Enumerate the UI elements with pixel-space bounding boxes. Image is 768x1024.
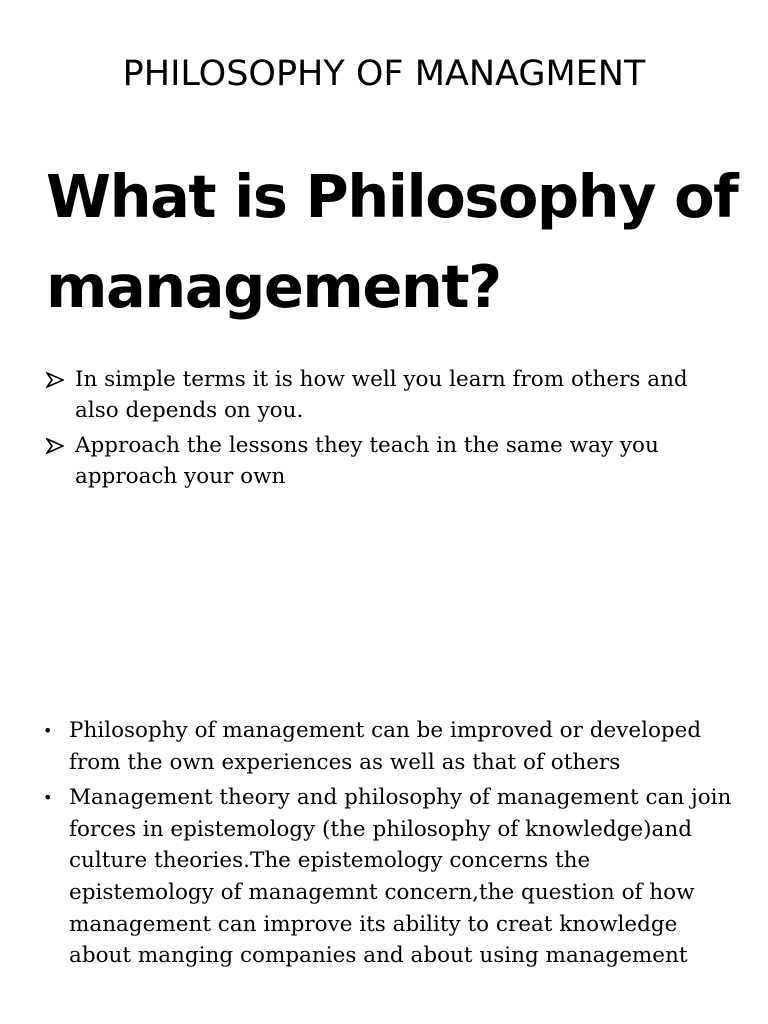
list-item-text: In simple terms it is how well you learn from others and also depends on you.: [75, 367, 688, 423]
section-heading: What is Philosophy of management?: [46, 162, 738, 321]
dot-bullet-list: [42, 715, 732, 976]
arrow-bullet-icon: [46, 438, 64, 454]
list-item-text: Philosophy of management can be improved or developed from the own experiences as well as that of others: [69, 718, 702, 775]
arrow-bullet-icon: [46, 372, 64, 388]
list-item-text: Approach the lessons they teach in the same way you approach your own: [75, 433, 659, 489]
list-item: [46, 364, 736, 426]
page-title: PHILOSOPHY OF MANAGMENT: [122, 54, 646, 94]
list-item: [46, 430, 736, 492]
list-item: [42, 782, 732, 972]
list-item-text: Management theory and philosophy of management can join forces in epistemology (the philosophy of knowledge)and culture theories.The epistemology concerns the epistemology of managemnt concern,the question of how management can improve its ability to creat knowledge about manging companies and about using management: [69, 785, 732, 969]
bullet-dot-icon: •: [43, 721, 53, 740]
bullet-dot-icon: •: [43, 788, 53, 808]
arrow-bullet-list: [46, 364, 736, 496]
list-item: [42, 715, 732, 778]
